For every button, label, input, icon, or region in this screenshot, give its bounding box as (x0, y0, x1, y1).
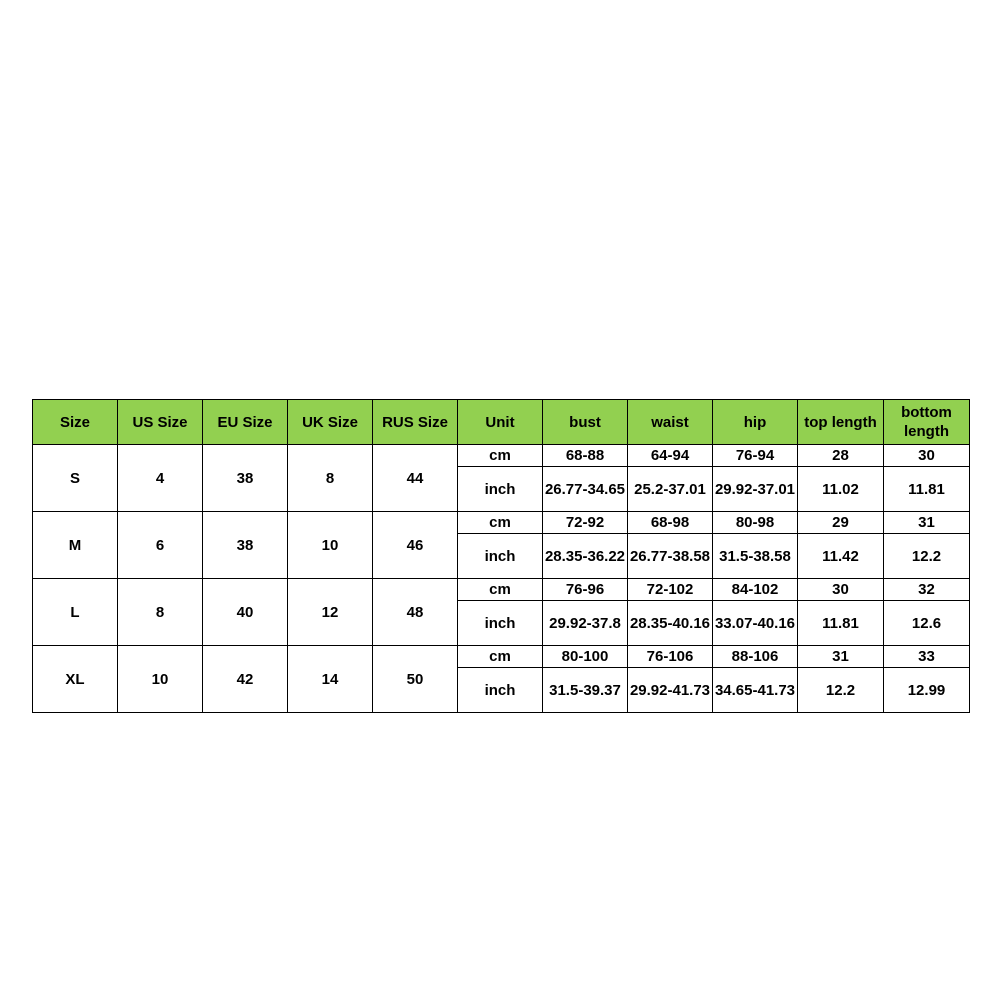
waist-cell: 76-106 (628, 646, 713, 668)
bottom-length-cell: 12.99 (884, 668, 970, 713)
us-size-cell: 10 (118, 646, 203, 713)
bust-cell: 80-100 (543, 646, 628, 668)
hip-cell: 76-94 (713, 445, 798, 467)
header-row (33, 400, 970, 445)
size-cell: L (33, 579, 118, 646)
bust-cell: 26.77-34.65 (543, 467, 628, 512)
bottom-length-cell: 12.6 (884, 601, 970, 646)
bottom-length-cell: 12.2 (884, 534, 970, 579)
us-size-cell: 8 (118, 579, 203, 646)
size-cell: M (33, 512, 118, 579)
top-length-cell: 11.42 (798, 534, 884, 579)
unit-cell: inch (458, 601, 543, 646)
hip-cell: 88-106 (713, 646, 798, 668)
us-size-cell: 4 (118, 445, 203, 512)
rus-size-cell: 50 (373, 646, 458, 713)
header-bottom-length: bottom length (884, 400, 970, 445)
bottom-length-cell: 31 (884, 512, 970, 534)
table-row (33, 579, 970, 601)
bust-cell: 68-88 (543, 445, 628, 467)
top-length-cell: 12.2 (798, 668, 884, 713)
header-rus-size: RUS Size (373, 400, 458, 445)
bottom-length-cell: 33 (884, 646, 970, 668)
unit-cell: inch (458, 467, 543, 512)
bust-cell: 31.5-39.37 (543, 668, 628, 713)
unit-cell: cm (458, 445, 543, 467)
waist-cell: 26.77-38.58 (628, 534, 713, 579)
waist-cell: 29.92-41.73 (628, 668, 713, 713)
us-size-cell: 6 (118, 512, 203, 579)
hip-cell: 33.07-40.16 (713, 601, 798, 646)
waist-cell: 25.2-37.01 (628, 467, 713, 512)
waist-cell: 72-102 (628, 579, 713, 601)
size-cell: XL (33, 646, 118, 713)
unit-cell: inch (458, 534, 543, 579)
header-eu-size: EU Size (203, 400, 288, 445)
bottom-length-cell: 30 (884, 445, 970, 467)
header-hip: hip (713, 400, 798, 445)
size-chart-table (32, 399, 970, 713)
header-top-length: top length (798, 400, 884, 445)
eu-size-cell: 38 (203, 512, 288, 579)
table-body (33, 445, 970, 713)
eu-size-cell: 38 (203, 445, 288, 512)
hip-cell: 31.5-38.58 (713, 534, 798, 579)
waist-cell: 28.35-40.16 (628, 601, 713, 646)
eu-size-cell: 42 (203, 646, 288, 713)
header-us-size: US Size (118, 400, 203, 445)
hip-cell: 84-102 (713, 579, 798, 601)
uk-size-cell: 12 (288, 579, 373, 646)
bottom-length-cell: 11.81 (884, 467, 970, 512)
waist-cell: 64-94 (628, 445, 713, 467)
hip-cell: 80-98 (713, 512, 798, 534)
eu-size-cell: 40 (203, 579, 288, 646)
rus-size-cell: 44 (373, 445, 458, 512)
size-cell: S (33, 445, 118, 512)
bust-cell: 76-96 (543, 579, 628, 601)
header-waist: waist (628, 400, 713, 445)
header-unit: Unit (458, 400, 543, 445)
unit-cell: inch (458, 668, 543, 713)
header-size: Size (33, 400, 118, 445)
waist-cell: 68-98 (628, 512, 713, 534)
rus-size-cell: 46 (373, 512, 458, 579)
uk-size-cell: 10 (288, 512, 373, 579)
unit-cell: cm (458, 512, 543, 534)
table-row (33, 646, 970, 668)
top-length-cell: 11.81 (798, 601, 884, 646)
table-row (33, 512, 970, 534)
top-length-cell: 30 (798, 579, 884, 601)
unit-cell: cm (458, 579, 543, 601)
bust-cell: 72-92 (543, 512, 628, 534)
top-length-cell: 29 (798, 512, 884, 534)
header-bust: bust (543, 400, 628, 445)
bottom-length-cell: 32 (884, 579, 970, 601)
top-length-cell: 31 (798, 646, 884, 668)
hip-cell: 34.65-41.73 (713, 668, 798, 713)
rus-size-cell: 48 (373, 579, 458, 646)
hip-cell: 29.92-37.01 (713, 467, 798, 512)
bust-cell: 29.92-37.8 (543, 601, 628, 646)
uk-size-cell: 14 (288, 646, 373, 713)
top-length-cell: 28 (798, 445, 884, 467)
header-uk-size: UK Size (288, 400, 373, 445)
uk-size-cell: 8 (288, 445, 373, 512)
unit-cell: cm (458, 646, 543, 668)
bust-cell: 28.35-36.22 (543, 534, 628, 579)
top-length-cell: 11.02 (798, 467, 884, 512)
table-row (33, 445, 970, 467)
